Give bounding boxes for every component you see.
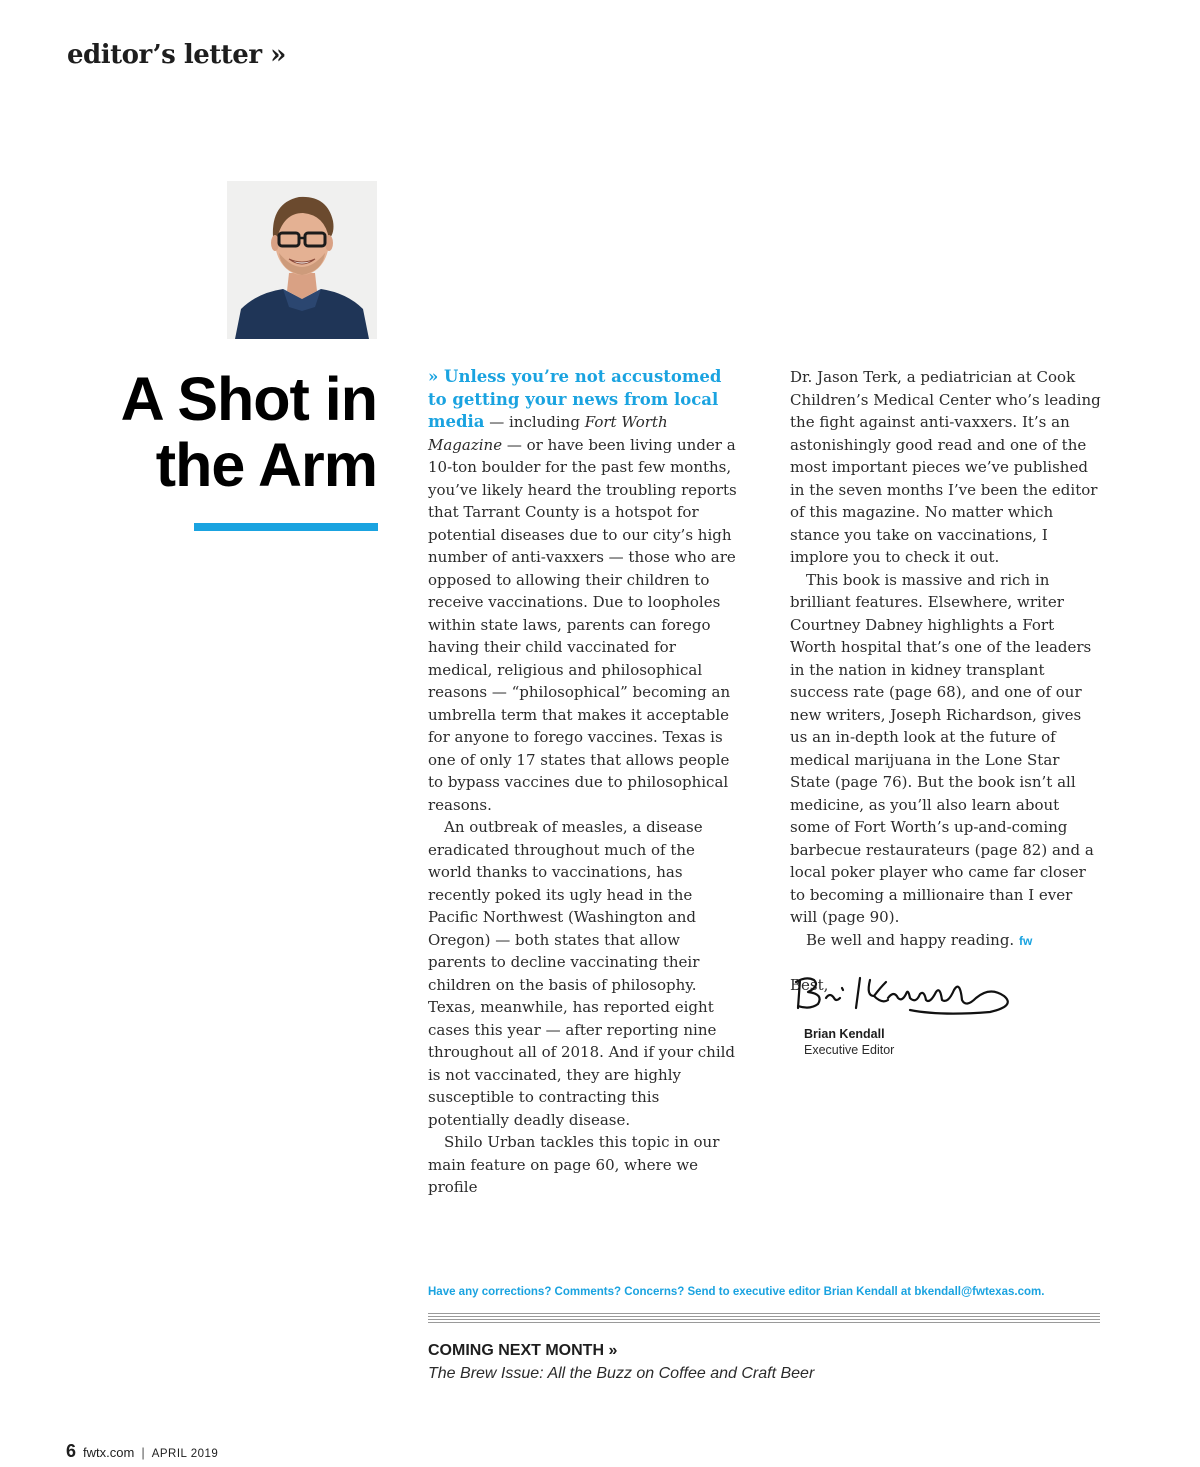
divider-rules (428, 1313, 1100, 1325)
issue-date: APRIL 2019 (151, 1448, 219, 1460)
signature-name: Brian Kendall (804, 1027, 885, 1041)
coming-next-month-text: The Brew Issue: All the Buzz on Coffee and Craft Beer (428, 1365, 815, 1382)
paragraph-5-text: Be well and happy reading. (806, 930, 1019, 949)
article-column-2 (790, 366, 1102, 997)
folio-separator: | (141, 1445, 145, 1460)
paragraph-1-part-a: — including (484, 413, 585, 431)
paragraph-3-start: Shilo Urban tackles this topic in our main feature on page 60, where we profile (428, 1133, 720, 1196)
paragraph-3-continued: Dr. Jason Terk, a pediatrician at Cook Children’s Medical Center who’s leading the fight against anti-vaxxers. It’s an astonishingly good read and one of the most important pieces we’ve published in the seven months I’ve been the editor of this magazine. No matter which stance you take on vaccinations, I implore you to check it out. (790, 368, 1101, 566)
page-number: 6 (66, 1441, 77, 1461)
signature-title: Executive Editor (804, 1043, 895, 1057)
paragraph-1-part-b: — or have been living under a 10-ton boulder for the past few months, you’ve likely heard the troubling reports that Tarrant County is a hotspot for potential diseases due to our city’s high number of anti-vaxxers — those who are opposed to allowing their children to receive vaccinations. Due to loopholes within state laws, parents can forego having their child vaccinated for medical, religious and philosophical reasons — “philosophical” becoming an umbrella term that makes it acceptable for anyone to forego vaccines. Texas is one of only 17 states that allows people to bypass vaccines due to philosophical reasons. (428, 435, 737, 814)
article-column-1 (428, 366, 740, 1199)
editor-portrait (227, 181, 377, 339)
end-mark: fw (1018, 933, 1033, 948)
paragraph-4: This book is massive and rich in brilliant features. Elsewhere, writer Courtney Dabney highlights a Fort Worth hospital that’s one of the leaders in the nation in kidney transplant success rate (page 68), and one of our new writers, Joseph Richardson, gives us an in-depth look at the future of medical marijuana in the Lone Star State (page 76). But the book isn’t all medicine, as you’ll also learn about some of Fort Worth’s up-and-coming barbecue restaurateurs (page 82) and a local poker player who came far closer to becoming a millionaire than I ever will (page 90). (790, 570, 1094, 926)
site-name: fwtx.com (83, 1445, 135, 1460)
headline (60, 366, 377, 498)
paragraph-1 (428, 366, 740, 816)
page-folio (66, 1441, 218, 1462)
magazine-name: Fort Worth Magazine (428, 413, 668, 454)
paragraph-2: An outbreak of measles, a disease eradicated throughout much of the world thanks to vaccinations, has recently poked its ugly head in the Pacific Northwest (Washington and Oregon) — both states that allow parents to decline vaccinating their children on the basis of philosophy. Texas, meanwhile, has reported eight cases this year — after reporting nine throughout all of 2018. And if your child is not vaccinated, they are highly susceptible to contracting this potentially deadly disease. (428, 818, 736, 1129)
handwritten-signature (790, 968, 1030, 1024)
feedback-note: Have any corrections? Comments? Concerns? Send to executive editor Brian Kendall at bkendall@fwtexas.com. (428, 1286, 1045, 1298)
closing: Best, (790, 976, 829, 994)
coming-next-month-heading: COMING NEXT MONTH » (428, 1342, 618, 1359)
headline-line-2: the Arm (155, 431, 377, 499)
headline-accent-rule (194, 523, 378, 531)
portrait-illustration (227, 181, 377, 339)
headline-line-1: A Shot in (120, 365, 377, 433)
lead-in: » Unless you’re not accustomed to getting your news from local media (428, 367, 722, 431)
section-label: editor’s letter » (67, 40, 286, 70)
paragraph-5 (790, 929, 1102, 953)
